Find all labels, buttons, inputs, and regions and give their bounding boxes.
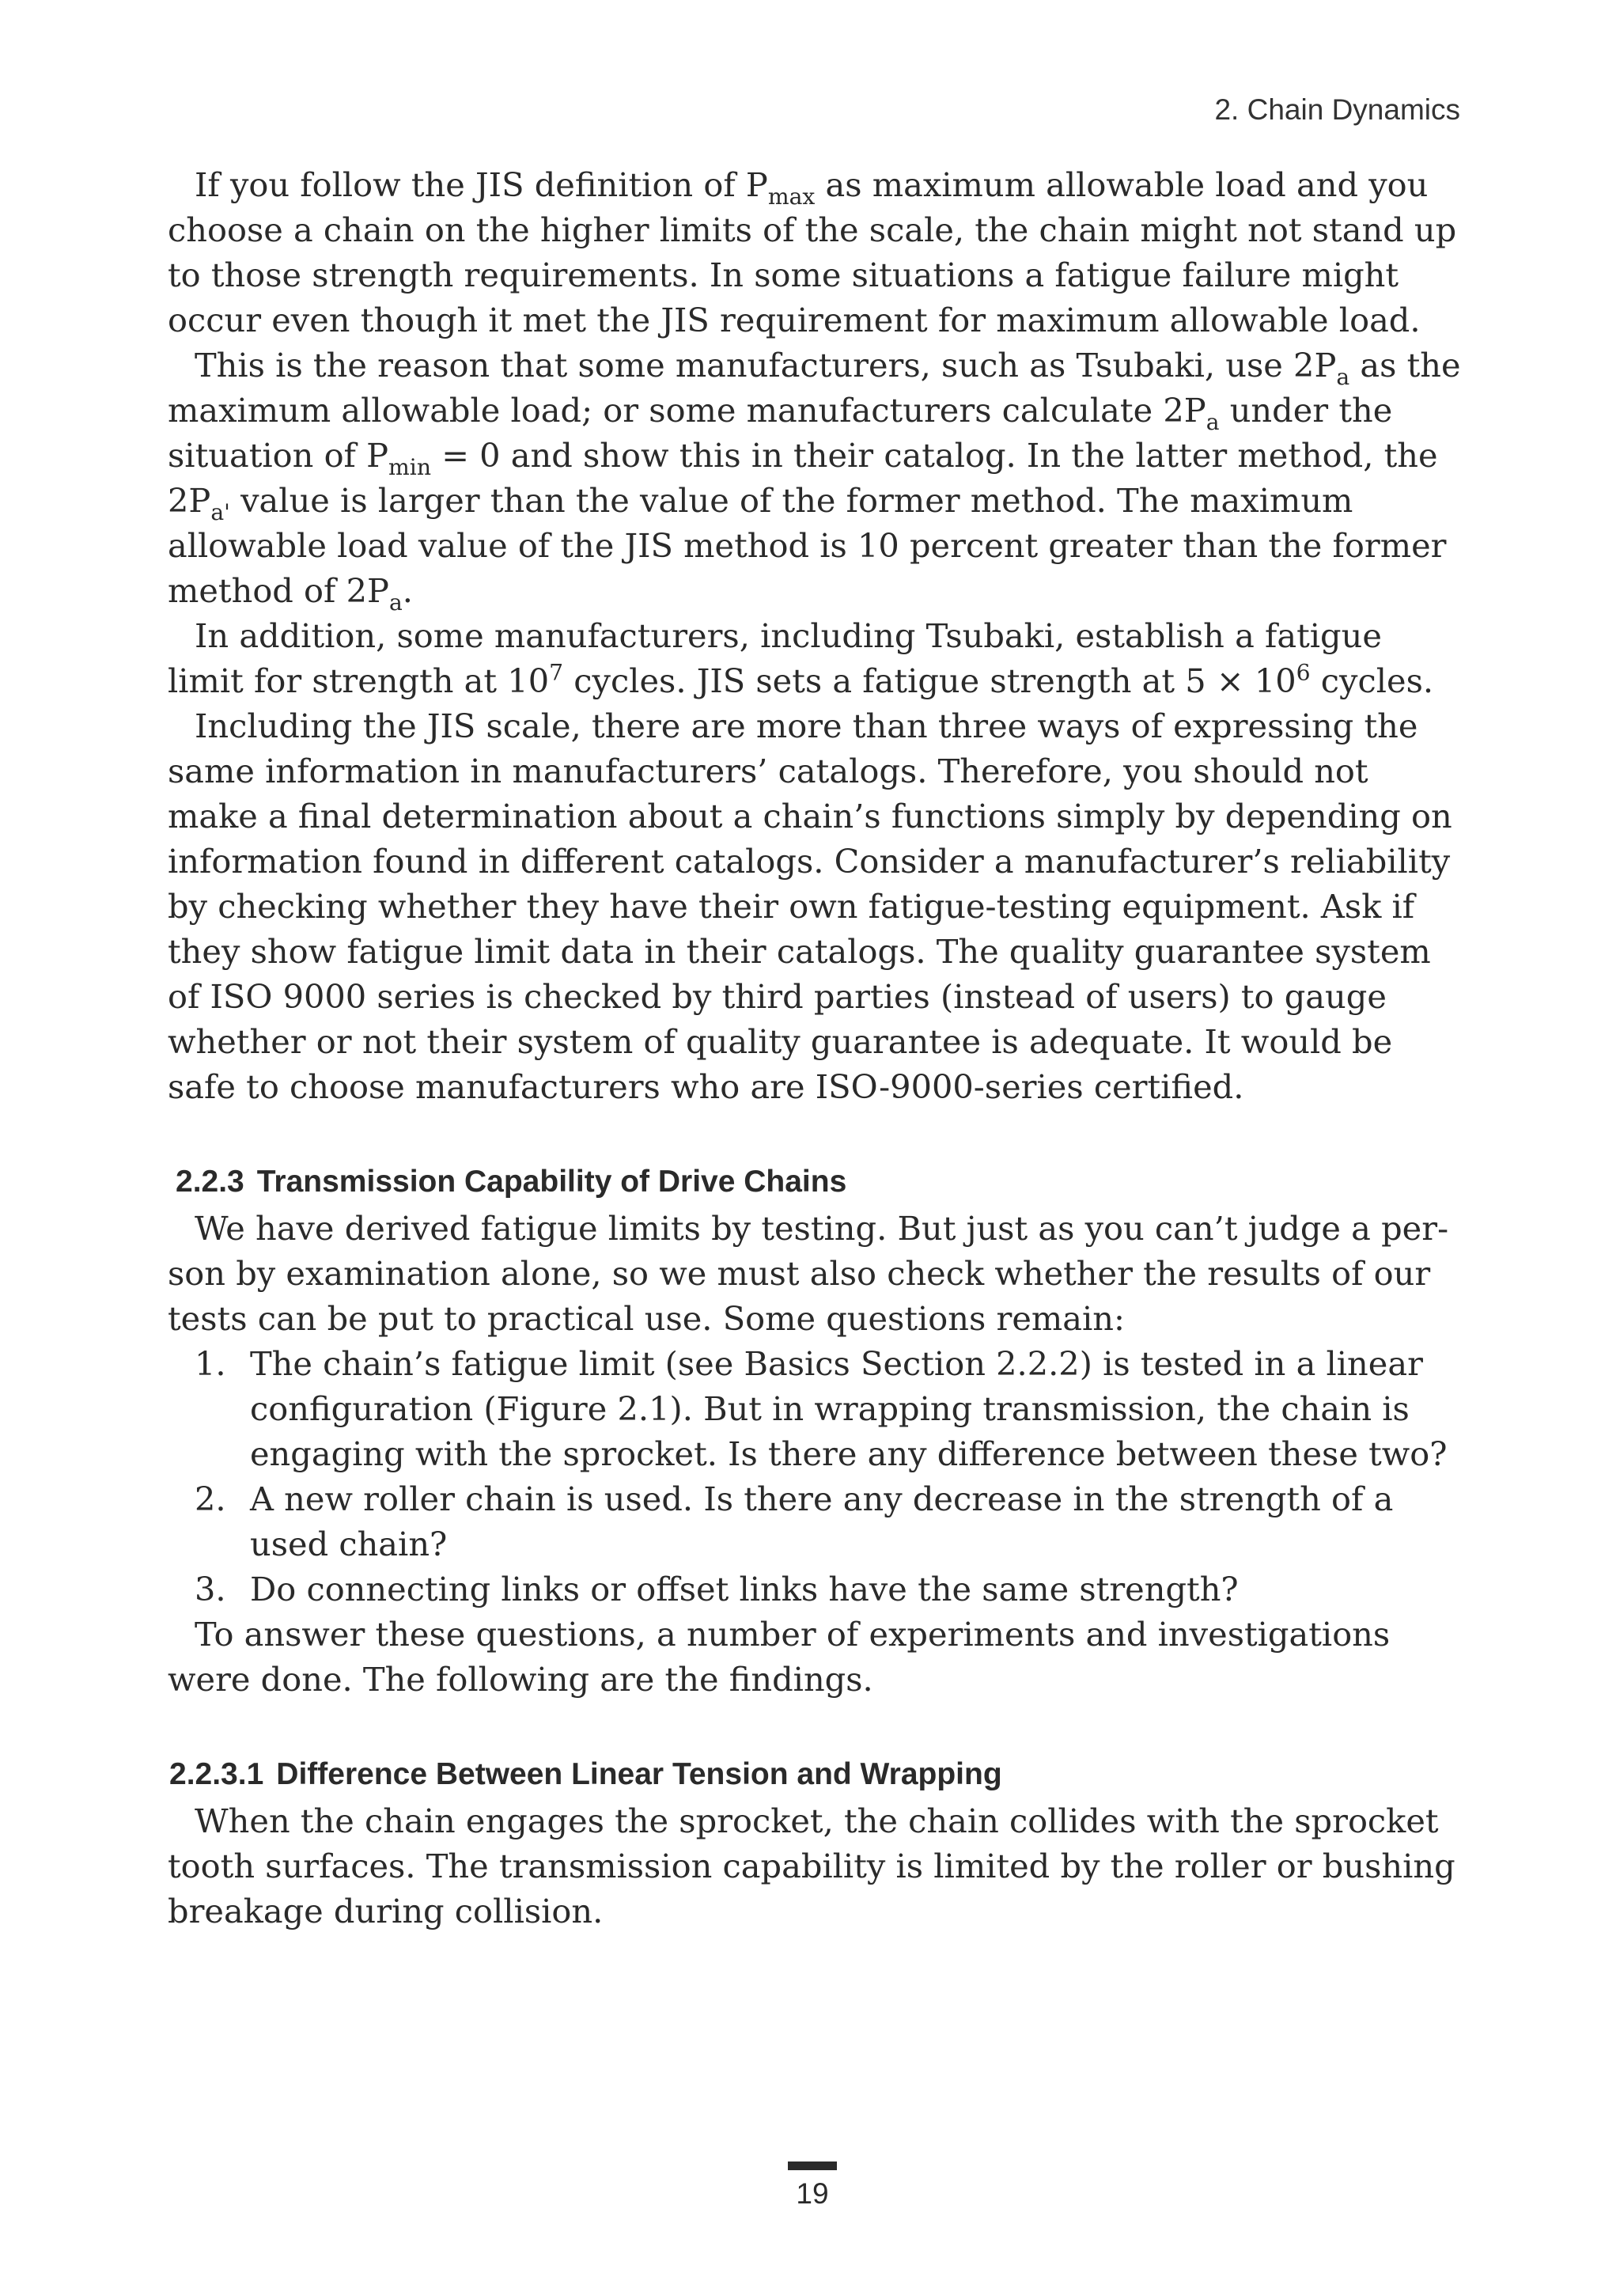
paragraph-allowable-load: This is the reason that some manufacturers, such as Tsubaki, use $2P_a$ as the maximum allowable load; or some manufacturers calculate $2P_a$ under the situation of $P_{min} = 0$ and show this in their catalog. In the latter method, the $2P_{a'}$ value is larger than the value of the former method. The maximum allowable load value of the JIS method is 10 percent greater than the former method of $2P_a$. [168,346,1461,616]
section-heading-2-2-3-1: 2.2.3.1 Difference Between Linear Tension and Wrapping [169,1757,1002,1791]
paragraph-catalog-advice: Including the JIS scale, there are more than three ways of expressing the same information in manufacturers’ catalogs. Therefore, you should not make a final determination about a chain’s functions simply by depending on information found in different catalogs. Consider a manufacturer’s reliability by checking whether they have their own fatigue-testing equipment. Ask if they show fatigue limit data in their catalogs. The quality guarantee system of ISO 9000 series is checked by third parties (instead of users) to gauge whether or not their system of quality guarantee is adequate. It would be safe to choose manufacturers who are ISO-9000-series certified. [168,707,1452,1106]
section-2-2-3-outro: To answer these questions, a number of experiments and investigations were done. The following are the findings. [168,1615,1391,1699]
paragraph-fatigue-cycles: In addition, some manufacturers, including Tsubaki, establish a fatigue limit for strength at $10^7$ cycles. JIS sets a fatigue strength at $5 \times 10^6$ cycles. [168,616,1434,700]
running-head: 2. Chain Dynamics [1214,93,1460,126]
body-text [168,162,1462,1934]
footer-rule [788,2161,837,2170]
list-item: 3. Do connecting links or offset links have the same strength? [195,1570,1239,1608]
section-heading-2-2-3: 2.2.3 Transmission Capability of Drive Chains [176,1165,847,1199]
section-2-2-3-1-text: When the chain engages the sprocket, the chain collides with the sprocket tooth surfaces. The transmission capability is limited by the roller or bushing breakage during collision. [168,1802,1455,1930]
section-2-2-3-intro: We have derived fatigue limits by testing. But just as you can’t judge a person by examination alone, so we must also check whether the results of our tests can be put to practical use. Some questions remain: [168,1209,1449,1338]
list-item: 1. The chain’s fatigue limit (see Basics Section 2.2.2) is tested in a linear configuration (Figure 2.1). But in wrapping transmission, the chain is engaging with the sprocket. Is there any difference between these two? [195,1344,1448,1473]
page-number: 19 [796,2177,829,2210]
questions-list [168,1341,1462,1612]
paragraph-pmax-definition: If you follow the JIS definition of $P_{max}$ as maximum allowable load and you choose a chain on the higher limits of the scale, the chain might not stand up to those strength requirements. In some situations a fatigue failure might occur even though it met the JIS requirement for maximum allowable load. [168,165,1457,339]
list-item: 2. A new roller chain is used. Is there any decrease in the strength of a used chain? [195,1480,1394,1563]
